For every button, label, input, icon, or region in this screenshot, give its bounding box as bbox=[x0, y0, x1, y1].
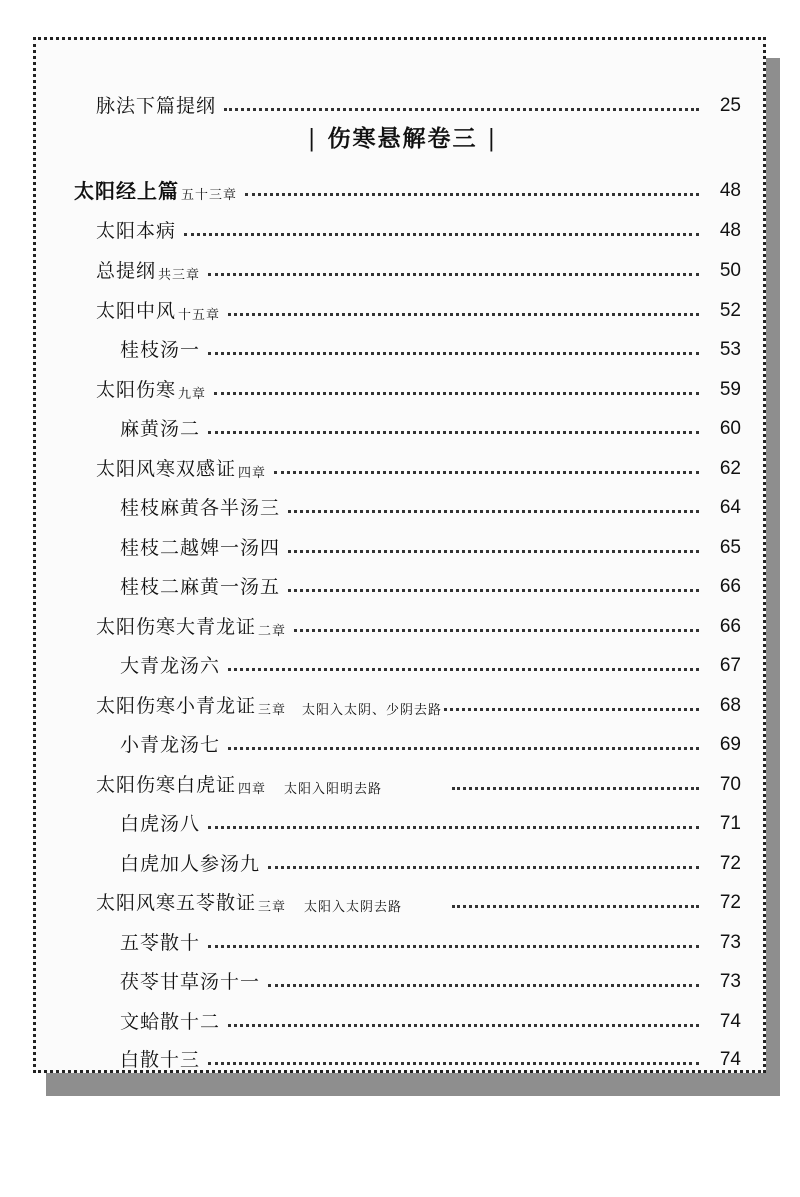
entry-title: 茯苓甘草汤十一 bbox=[120, 971, 261, 993]
entry-title: 总提纲 bbox=[96, 260, 157, 282]
entry-route-note: 太阳入太阴、少阴去路 bbox=[302, 703, 443, 718]
dot-leader bbox=[228, 668, 699, 671]
toc-entry[interactable] bbox=[36, 609, 769, 639]
page-number: 60 bbox=[719, 418, 741, 439]
page-number: 66 bbox=[719, 576, 741, 597]
toc-entry[interactable] bbox=[36, 569, 769, 599]
entry-title: 白虎加人参汤九 bbox=[120, 853, 261, 875]
dot-leader bbox=[268, 866, 699, 869]
dot-leader bbox=[274, 471, 699, 474]
toc-entry[interactable] bbox=[36, 846, 769, 876]
entry-title: 桂枝麻黄各半汤三 bbox=[120, 497, 281, 519]
entry-note: 四章 bbox=[238, 782, 267, 797]
heading-bar-left: | bbox=[307, 126, 318, 152]
dot-leader bbox=[208, 826, 699, 829]
toc-entry-section[interactable] bbox=[36, 173, 769, 203]
entry-note: 三章 bbox=[258, 900, 287, 915]
page-number: 74 bbox=[719, 1049, 741, 1070]
entry-note: 十五章 bbox=[178, 308, 221, 323]
toc-entry[interactable] bbox=[36, 964, 769, 994]
heading-text: 伤寒悬解卷三 bbox=[327, 125, 478, 152]
dot-leader bbox=[288, 589, 699, 592]
toc-entry[interactable] bbox=[36, 885, 769, 915]
dot-leader bbox=[208, 945, 699, 948]
toc-entry[interactable] bbox=[36, 530, 769, 560]
page-number: 48 bbox=[719, 180, 741, 201]
toc-entry[interactable] bbox=[36, 767, 769, 797]
dot-leader bbox=[208, 352, 699, 355]
dot-leader bbox=[208, 1062, 699, 1065]
page-number: 53 bbox=[719, 339, 741, 360]
toc-entry[interactable] bbox=[36, 411, 769, 441]
entry-title: 脉法下篇提纲 bbox=[96, 95, 217, 117]
dot-leader bbox=[245, 193, 699, 196]
entry-title: 太阳伤寒白虎证 bbox=[96, 774, 237, 796]
page-number: 73 bbox=[719, 932, 741, 953]
entry-title: 小青龙汤七 bbox=[120, 734, 221, 756]
dot-leader bbox=[208, 273, 699, 276]
toc-entry[interactable] bbox=[36, 213, 769, 243]
page-number: 67 bbox=[719, 655, 741, 676]
dot-leader bbox=[452, 787, 699, 790]
volume-heading bbox=[36, 120, 769, 153]
dot-leader bbox=[228, 747, 699, 750]
entry-note: 四章 bbox=[238, 466, 267, 481]
toc-page bbox=[33, 37, 766, 1073]
page-number: 73 bbox=[719, 971, 741, 992]
entry-title: 桂枝汤一 bbox=[120, 339, 201, 361]
dot-leader bbox=[288, 510, 699, 513]
page-number: 72 bbox=[719, 892, 741, 913]
page-number: 65 bbox=[719, 537, 741, 558]
page-number: 71 bbox=[719, 813, 741, 834]
toc-entry[interactable] bbox=[36, 490, 769, 520]
entry-title: 大青龙汤六 bbox=[120, 655, 221, 677]
entry-route-note: 太阳入阳明去路 bbox=[284, 782, 383, 797]
entry-title: 白虎汤八 bbox=[120, 813, 201, 835]
entry-title: 五苓散十 bbox=[120, 932, 201, 954]
toc-entry[interactable] bbox=[36, 293, 769, 323]
dot-leader bbox=[452, 905, 699, 908]
toc-entry[interactable] bbox=[36, 372, 769, 402]
dot-leader bbox=[224, 108, 699, 111]
dot-leader bbox=[228, 1024, 699, 1027]
toc-entry[interactable] bbox=[36, 332, 769, 362]
entry-route-note: 太阳入太阴去路 bbox=[304, 900, 403, 915]
entry-title: 麻黄汤二 bbox=[120, 418, 201, 440]
page-number: 59 bbox=[719, 379, 741, 400]
page-number: 64 bbox=[719, 497, 741, 518]
toc-entry[interactable] bbox=[36, 727, 769, 757]
toc-entry[interactable] bbox=[36, 806, 769, 836]
page-number: 70 bbox=[719, 774, 741, 795]
dot-leader bbox=[444, 708, 699, 711]
toc-entry[interactable] bbox=[36, 925, 769, 955]
entry-title: 太阳本病 bbox=[96, 220, 177, 242]
entry-title: 太阳伤寒 bbox=[96, 379, 177, 401]
page-number: 68 bbox=[719, 695, 741, 716]
page-number: 25 bbox=[719, 95, 741, 116]
dot-leader bbox=[208, 431, 699, 434]
dot-leader bbox=[288, 550, 699, 553]
toc-entry[interactable] bbox=[36, 688, 769, 718]
page-number: 52 bbox=[719, 300, 741, 321]
heading-bar-right: | bbox=[487, 126, 498, 152]
entry-note: 九章 bbox=[178, 387, 207, 402]
entry-title: 太阳伤寒大青龙证 bbox=[96, 616, 257, 638]
dot-leader bbox=[228, 313, 699, 316]
toc-entry[interactable] bbox=[36, 1004, 769, 1034]
entry-note: 共三章 bbox=[158, 268, 201, 283]
page-number: 69 bbox=[719, 734, 741, 755]
toc-entry[interactable] bbox=[36, 88, 769, 118]
dot-leader bbox=[294, 629, 699, 632]
entry-title: 桂枝二越婢一汤四 bbox=[120, 537, 281, 559]
entry-title: 太阳经上篇 bbox=[74, 179, 179, 203]
page-number: 74 bbox=[719, 1011, 741, 1032]
entry-note: 五十三章 bbox=[181, 188, 238, 203]
toc-entry[interactable] bbox=[36, 253, 769, 283]
page-number: 66 bbox=[719, 616, 741, 637]
entry-title: 太阳风寒双感证 bbox=[96, 458, 237, 480]
toc-entry[interactable] bbox=[36, 1042, 769, 1072]
page-number: 72 bbox=[719, 853, 741, 874]
dot-leader bbox=[214, 392, 699, 395]
entry-title: 文蛤散十二 bbox=[120, 1011, 221, 1033]
toc-entry[interactable] bbox=[36, 648, 769, 678]
entry-title: 太阳伤寒小青龙证 bbox=[96, 695, 257, 717]
entry-title: 桂枝二麻黄一汤五 bbox=[120, 576, 281, 598]
page-number: 48 bbox=[719, 220, 741, 241]
entry-note: 二章 bbox=[258, 624, 287, 639]
entry-title: 太阳风寒五苓散证 bbox=[96, 892, 257, 914]
dot-leader bbox=[268, 984, 699, 987]
page-number: 62 bbox=[719, 458, 741, 479]
entry-title: 太阳中风 bbox=[96, 300, 177, 322]
toc-entry[interactable] bbox=[36, 451, 769, 481]
entry-note: 三章 bbox=[258, 703, 287, 718]
dot-leader bbox=[184, 233, 699, 236]
page-number: 50 bbox=[719, 260, 741, 281]
entry-title: 白散十三 bbox=[120, 1049, 201, 1071]
